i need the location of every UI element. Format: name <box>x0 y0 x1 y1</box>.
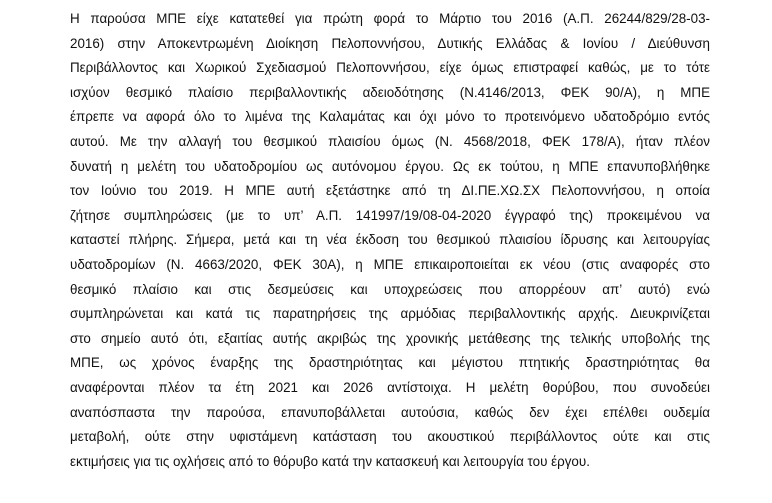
text-line: 2016) στην Αποκεντρωμένη Διοίκηση Πελοποννήσου, Δυτικής Ελλάδας & Ιονίου / Διεύθυνση <box>70 35 710 51</box>
text-line-last: εκτιμήσεις για τις οχλήσεις από το θόρυβο κατά την κατασκευή και λειτουργία του έργου. <box>70 453 590 469</box>
text-line: στο σημείο αυτό ότι, εξαιτίας αυτής ακριβώς της χρονικής μετάθεσης της τελικής υποβολής της <box>70 330 710 346</box>
text-line: αναφέρονται πλέον τα έτη 2021 και 2026 αντίστοιχα. Η μελέτη θορύβου, που συνοδεύει <box>70 379 710 395</box>
text-line: ισχύον θεσμικό πλαίσιο περιβαλλοντικής αδειοδότησης (Ν.4146/2013, ΦΕΚ 90/Α), η ΜΠΕ <box>70 84 710 100</box>
text-line: δυνατή η μελέτη του υδατοδρομίου ως αυτόνομου έργου. Ως εκ τούτου, η ΜΠΕ επανυποβλήθηκε <box>70 158 710 174</box>
document-body <box>70 7 710 474</box>
text-line: ΜΠΕ, ως χρόνος έναρξης της δραστηριότητας και μέγιστου πτητικής δραστηριότητας θα <box>70 355 710 371</box>
text-line: αναπόσπαστα την παρούσα, επανυποβάλλεται αυτούσια, καθώς δεν έχει επέλθει ουδεμία <box>70 404 710 420</box>
text-line: θεσμικό πλαίσιο και στις δεσμεύσεις και υποχρεώσεις που απορρέουν απ’ αυτό) ενώ <box>70 281 710 297</box>
text-line: μεταβολή, ούτε στην υφιστάμενη κατάσταση του ακουστικού περιβάλλοντος ούτε και στις <box>70 429 710 445</box>
text-line: Η παρούσα ΜΠΕ είχε κατατεθεί για πρώτη φορά το Μάρτιο του 2016 (Α.Π. 26244/829/28-03- <box>70 11 710 26</box>
text-line: Περιβάλλοντος και Χωρικού Σχεδιασμού Πελοποννήσου, είχε όμως επιστραφεί καθώς, με το τότε <box>70 60 710 76</box>
text-line: ζήτησε συμπληρώσεις (με το υπ’ Α.Π. 141997/19/08-04-2020 έγγραφό της) προκειμένου να <box>70 207 710 223</box>
text-line: έπρεπε να αφορά όλο το λιμένα της Καλαμάτας και όχι μόνο το προτεινόμενο υδατοδρόμιο εντός <box>70 109 710 125</box>
text-line: υδατοδρομίων (Ν. 4663/2020, ΦΕΚ 30Α), η ΜΠΕ επικαιροποιείται εκ νέου (στις αναφορές στο <box>70 256 710 272</box>
text-line: τον Ιούνιο του 2019. Η ΜΠΕ αυτή εξετάστηκε από τη ΔΙ.ΠΕ.ΧΩ.ΣΧ Πελοποννήσου, η οποία <box>70 183 710 199</box>
text-line: αυτού. Με την αλλαγή του θεσμικού πλαισίου όμως (Ν. 4568/2018, ΦΕΚ 178/Α), ήταν πλέον <box>70 133 710 149</box>
text-line: καταστεί πλήρης. Σήμερα, μετά και τη νέα έκδοση του θεσμικού πλαισίου ίδρυσης και λειτουργίας <box>70 232 710 248</box>
paragraph <box>70 7 710 474</box>
text-line: συμπληρώνεται και κατά τις παρατηρήσεις της αρμόδιας περιβαλλοντικής αρχής. Διευκρινίζεται <box>70 306 710 322</box>
